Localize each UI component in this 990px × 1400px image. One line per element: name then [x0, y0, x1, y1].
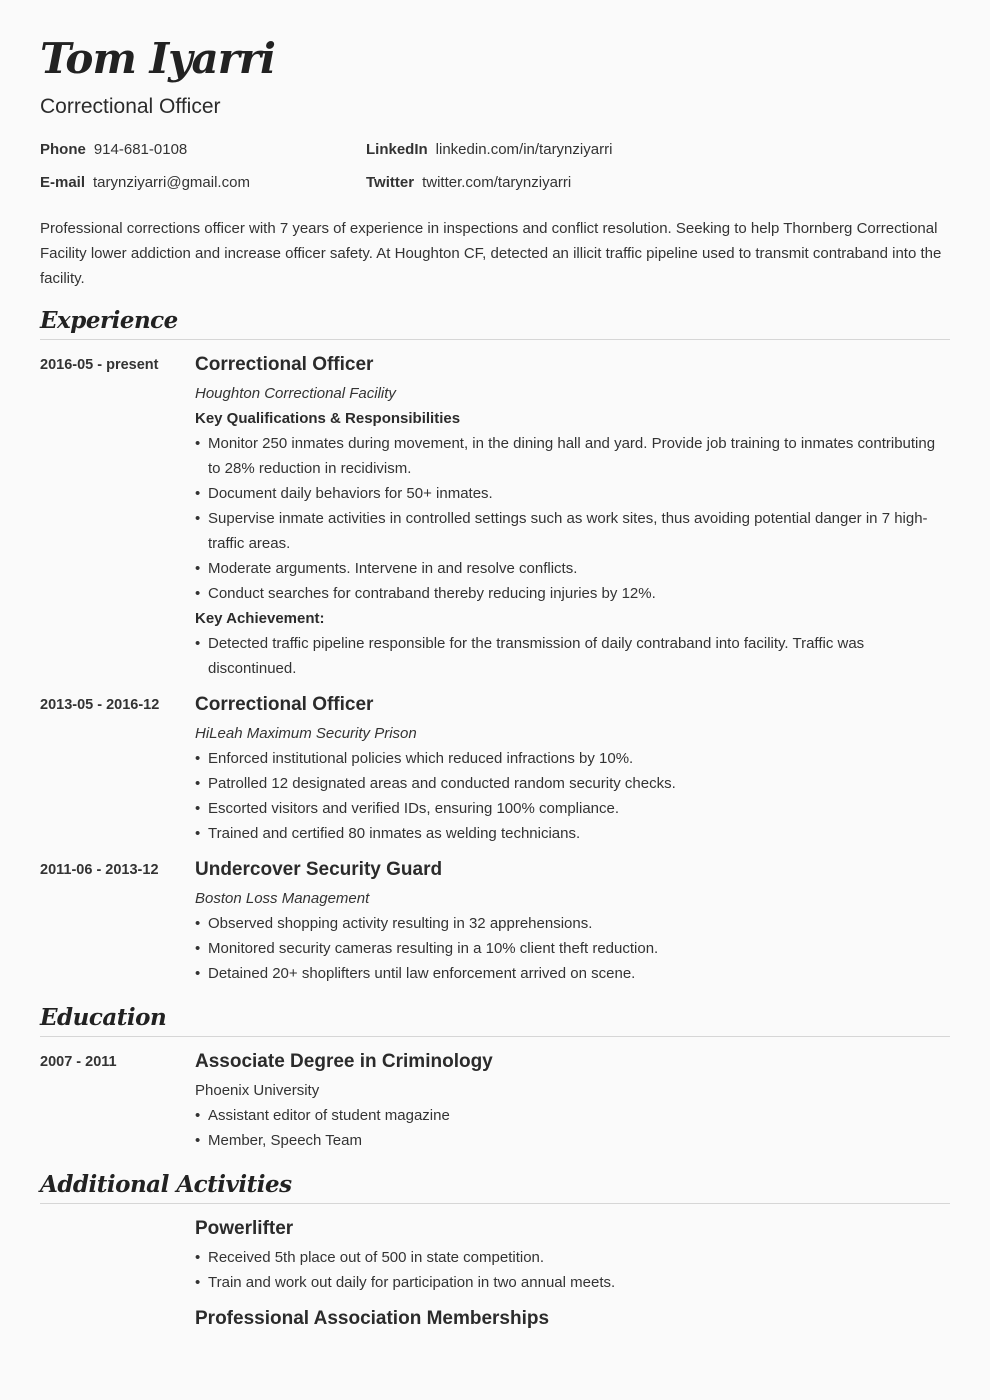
entry-date: 2011-06 - 2013-12: [40, 862, 159, 878]
entry-date: 2016-05 - present: [40, 357, 159, 373]
linkedin-value[interactable]: linkedin.com/in/tarynziyarri: [435, 141, 613, 158]
bullet-item: • Detected traffic pipeline responsible for the transmission of daily contraband into facility. Traffic was discontinued.: [195, 631, 950, 681]
bullet-item: • Detained 20+ shoplifters until law enforcement arrived on scene.: [195, 961, 950, 986]
entry-organization: Boston Loss Management: [195, 890, 370, 907]
activity-title: Powerlifter: [195, 1218, 294, 1239]
twitter-value[interactable]: twitter.com/tarynziyarri: [422, 174, 572, 191]
section-education: [40, 1001, 950, 1037]
bullet-item: • Observed shopping activity resulting in 32 apprehensions.: [195, 911, 950, 936]
entry-organization: Houghton Correctional Facility: [195, 385, 396, 402]
bullet-item: • Enforced institutional policies which reduced infractions by 10%.: [195, 746, 950, 771]
bullet-list: [195, 746, 950, 846]
bullet-item: • Document daily behaviors for 50+ inmates.: [195, 481, 950, 506]
entry-role: Correctional Officer: [195, 694, 374, 715]
bullet-list: [195, 911, 950, 986]
entry-date: 2013-05 - 2016-12: [40, 697, 160, 713]
bullet-item: • Monitor 250 inmates during movement, in the dining hall and yard. Provide job training to inmates contributing to 28% reduction in recidivism.: [195, 431, 950, 481]
section-experience: [40, 304, 950, 340]
bullet-list: [195, 1245, 950, 1295]
contact-email: [40, 174, 250, 191]
activity-title: Professional Association Memberships: [195, 1308, 550, 1329]
bullet-item: • Trained and certified 80 inmates as welding technicians.: [195, 821, 950, 846]
entry-subheading: Key Achievement:: [195, 610, 325, 627]
bullet-item: • Conduct searches for contraband thereby reducing injuries by 12%.: [195, 581, 950, 606]
bullet-item: • Moderate arguments. Intervene in and resolve conflicts.: [195, 556, 950, 581]
bullet-item: • Escorted visitors and verified IDs, ensuring 100% compliance.: [195, 796, 950, 821]
contact-linkedin: [366, 141, 612, 158]
bullet-item: • Supervise inmate activities in controlled settings such as work sites, thus avoiding potential danger in 7 high-traffic areas.: [195, 506, 950, 556]
entry-subheading: Key Qualifications & Responsibilities: [195, 410, 461, 427]
linkedin-label: LinkedIn: [366, 141, 428, 158]
contact-twitter: [366, 174, 571, 191]
bullet-item: • Monitored security cameras resulting in a 10% client theft reduction.: [195, 936, 950, 961]
phone-value: 914-681-0108: [93, 141, 188, 158]
bullet-list: [195, 1103, 950, 1153]
bullet-item: • Patrolled 12 designated areas and conducted random security checks.: [195, 771, 950, 796]
section-title: Additional Activities: [40, 1171, 292, 1198]
entry-school: Phoenix University: [195, 1082, 320, 1099]
bullet-item: • Member, Speech Team: [195, 1128, 950, 1153]
bullet-item: • Received 5th place out of 500 in state competition.: [195, 1245, 950, 1270]
twitter-label: Twitter: [366, 174, 415, 191]
bullet-item: • Train and work out daily for participation in two annual meets.: [195, 1270, 950, 1295]
entry-degree: Associate Degree in Criminology: [195, 1051, 493, 1072]
entry-date: 2007 - 2011: [40, 1054, 117, 1070]
section-title: Experience: [40, 307, 178, 334]
section-activities: [40, 1168, 950, 1204]
bullet-list: [195, 431, 950, 606]
entry-role: Undercover Security Guard: [195, 859, 443, 880]
bullet-item: • Assistant editor of student magazine: [195, 1103, 950, 1128]
phone-label: Phone: [40, 141, 86, 158]
bullet-list: [195, 631, 950, 681]
candidate-name: Tom Iyarri: [40, 34, 275, 83]
email-value[interactable]: tarynziyarri@gmail.com: [93, 174, 250, 191]
email-label: E-mail: [40, 174, 86, 191]
contact-phone: [40, 141, 187, 158]
entry-organization: HiLeah Maximum Security Prison: [195, 725, 417, 742]
candidate-title: Correctional Officer: [40, 95, 221, 118]
section-title: Education: [40, 1004, 167, 1031]
entry-role: Correctional Officer: [195, 354, 374, 375]
profile-summary: Professional corrections officer with 7 years of experience in inspections and conflict resolution. Seeking to help Thornberg Correctional Facility lower addiction and increase officer safety. At Houghton CF, detected an illicit traffic pipeline used to transmit contraband into the facility.: [40, 220, 942, 287]
